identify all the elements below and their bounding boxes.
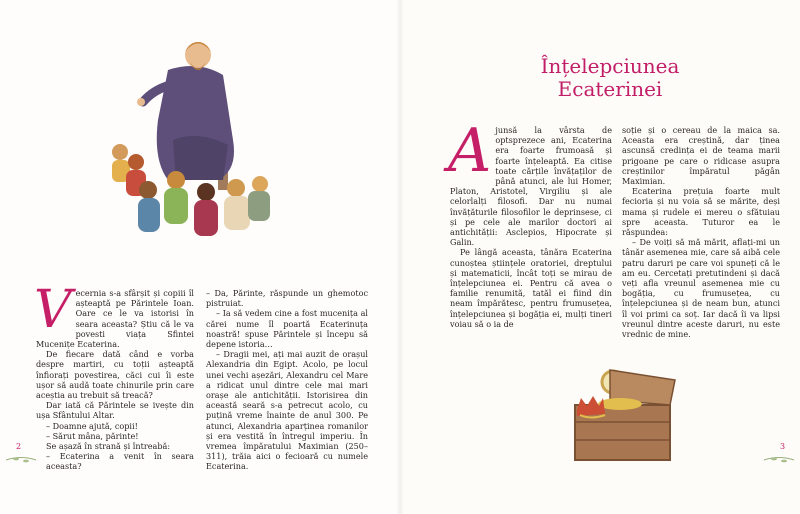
paragraph: Ecaterina prețuia foarte mult fecioria și nu voia să se mărite, deși mama și rudele ei mereu o sfătuiau spre aceasta. Tuturor ea le răspundea: [622, 186, 780, 238]
leaf-ornament-icon [4, 456, 38, 464]
dialogue-line: Se așază în strană și întreabă: [46, 441, 171, 452]
paragraph: – Da, Părinte, răspunde un ghemotoc pistruiat. [206, 288, 368, 309]
page-number-right: 3 [780, 442, 786, 451]
leaf-ornament-icon [762, 456, 796, 464]
priest-children-illustration [98, 30, 278, 250]
dialogue-line: – Sărut mâna, părinte! [46, 430, 139, 441]
paragraph: Dar iată că Părintele se ivește din ușa Sfântului Altar. [36, 400, 194, 421]
paragraph: De fiecare dată când e vorba despre martiri, cu toții așteaptă înfiorați povestirea, căci cui îi este ușor să audă toate chinurile prin care aceștia au trebuit să treacă? [36, 349, 194, 401]
paragraph: – Dragii mei, ați mai auzit de orașul Alexandria din Egipt. Acolo, pe locul unei vechi așezări, Alexandru cel Mare a ridicat unul dintre cele mai mari orașe ale antichității. Istorisirea din această seară s-a petrecut acolo, cu puțină vreme înainte de anul 300. Pe atunci, Alexandria aparținea romanilor și era vestită în întregul imperiu. În vremea împăratului Maximian (250–311), trăia aici o fecioară cu numele Ecaterina. [206, 349, 368, 472]
left-column-1 [34, 280, 194, 472]
paragraph: soție și o cereau de la maica sa. Aceasta era creștină, dar ținea ascunsă credința ei de teama marii prigoane pe care o ridicase asupra creștinilor împăratul păgân Maximian. [622, 125, 780, 187]
right-page [400, 0, 800, 514]
paragraph: junsă la vârsta de optsprezece ani, Ecaterina era foarte frumoasă și foarte înțeleaptă. Ea citise toate cărțile învățaților de până atunci, ale lui Homer, Platon, Aristotel, Virgiliu și ale celorlalți filosofi. Dar nu numai învățăturile filosofilor le deprinsese, ci și pe cele ale marilor doctori ai antichității: Asclepios, Hipocrate și Galin. [450, 125, 612, 248]
drop-cap-v: V [34, 280, 72, 340]
paragraph: – De voiți să mă mărit, aflați-mi un tânăr asemenea mie, care să aibă cele patru daruri pe care voi spuneți că le am eu. Cercetați pretutindeni și dacă veți afla vreunul asemenea mie cu bogăția, cu frumusețea, cu înțelepciunea și de neam bun, atunci îl voi primi ca soț. Iar dacă îi va lipsi vreunul dintre aceste daruri, nu este vrednic de mine. [622, 237, 780, 340]
paragraph: – Ia să vedem cine a fost mucenița al cărei nume îl poartă Ecaterinuța noastră! spuse Părintele și începu să depene istoria… [206, 308, 368, 350]
book-gutter [396, 0, 404, 514]
right-column-1 [448, 116, 612, 329]
dialogue-line: – Ecaterina a venit în seara aceasta? [46, 451, 194, 472]
paragraph: ecernia s-a sfârșit și copiii îl așteaptă pe Părintele Ioan. Oare ce le va istorisi în seara aceasta? Știu că le va povesti viața Sfintei Mucenițe Ecaterina. [36, 288, 194, 350]
dialogue-line: – Doamne ajută, copii! [46, 420, 138, 431]
paragraph: Pe lângă aceasta, tânăra Ecaterina cunoștea științele oratoriei, dreptului și matematicii, încât toți se mirau de înțelepciunea ei. Pentru că avea o familie renumită, tatăl ei fiind din neam împărătesc, pentru frumusețea, înțelepciunea și bogăția ei, mulți tineri voiau să o ia de [450, 247, 612, 329]
left-column-2 [206, 288, 368, 472]
chapter-title: Înțelepciunea Ecaterinei [540, 54, 680, 101]
treasure-chest-illustration [565, 360, 685, 470]
page-number-left: 2 [16, 442, 22, 451]
drop-cap-a: A [448, 116, 492, 186]
right-column-2 [622, 125, 780, 339]
